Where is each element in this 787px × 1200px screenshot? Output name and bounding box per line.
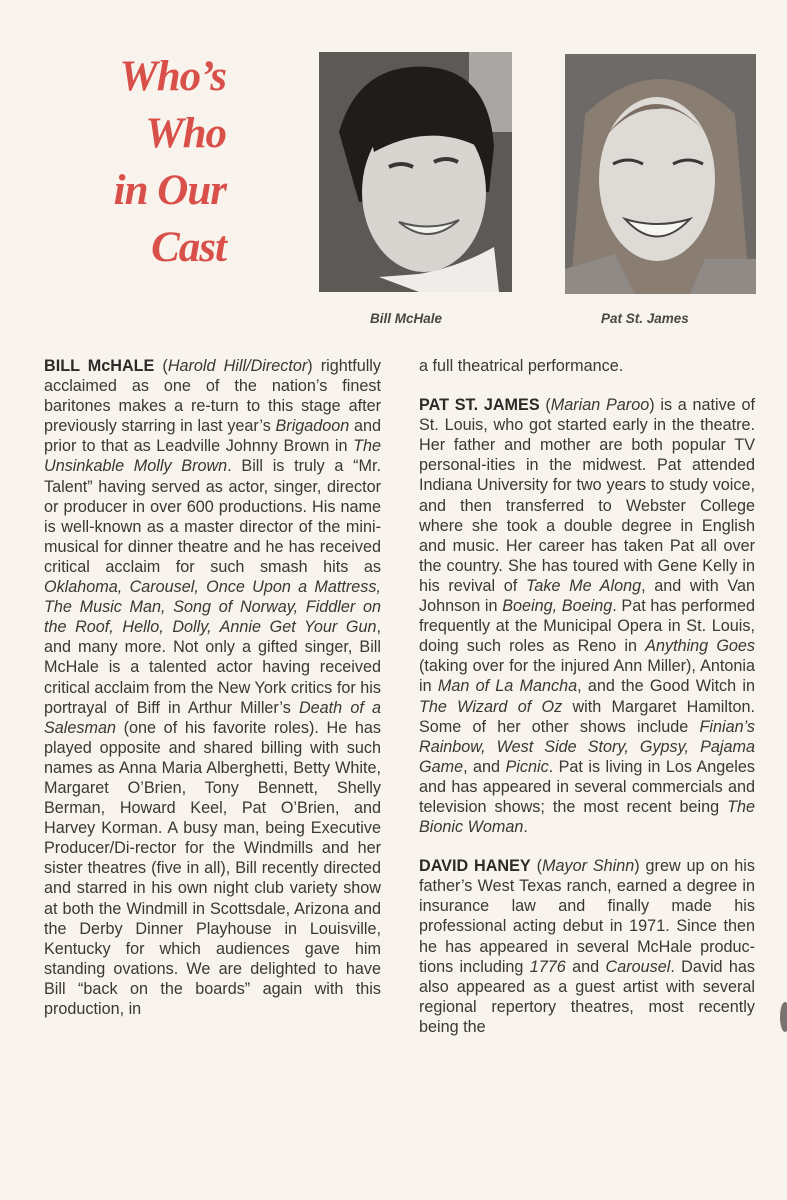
bio-text: . David has also appeared as a guest artist with several regional repertory theatres, most recently being the	[419, 957, 755, 1036]
bio-text: , and the Good Witch in	[577, 677, 755, 696]
bio-text: with Margaret Hamilton. Some of her other shows include	[419, 697, 755, 736]
bill-mchale-photo	[319, 52, 512, 292]
left-column	[44, 356, 381, 1019]
bio-text: , and with Van Johnson in	[419, 576, 755, 616]
bio-text: .	[523, 818, 528, 837]
bio-david-haney: DAVID HANEY (Mayor Shinn) grew up on his father’s West Texas ranch, earned a degree in insurance law and finally made his professional acting debut in 1971. Since then he has appeared in several McHale produc-tions including 1776 and Carousel. David has also appeared as a guest artist with several regional repertory theatres, most recently being the	[419, 857, 755, 1036]
bio-bill-mchale-continued: a full theatrical performance.	[419, 357, 624, 375]
title-line: Cast	[151, 224, 226, 271]
bio-text: . Bill is truly a “Mr. Talent” having served as actor, singer, director or producer in over 600 productions. His name is well-known as a master director of the mini-musical for dinner theatre and he has received critical acclaim for such smash hits as	[44, 457, 381, 576]
show-title: Oklahoma, Carousel, Once Upon a Mattress, The Music Man, Song of Norway, Fiddler on the Roof, Hello, Dolly, Annie Get Your Gun	[44, 578, 381, 637]
show-title: The Wizard of Oz	[419, 697, 563, 716]
bio-text: rightfully acclaimed as one of the nation’s finest baritones makes a re-turn to this stage after previously starring in last year’s	[44, 357, 381, 436]
photo-caption-bill: Bill McHale	[370, 311, 443, 326]
page-title	[86, 48, 226, 276]
bio-role: Harold Hill/Director	[167, 357, 308, 375]
page-edge-mark	[780, 1002, 787, 1032]
title-line: Who’s	[119, 53, 226, 100]
bio-text: . Pat has performed frequently at the Municipal Opera in St. Louis, doing such roles as Reno in	[419, 597, 755, 656]
photo-caption-pat: Pat St. James	[601, 311, 689, 326]
pat-st-james-photo	[565, 54, 756, 294]
bio-text: , and many more. Not only a gifted singer, Bill McHale is a talented actor having received critical acclaim from the New York critics for his portrayal of Biff in Arthur Miller’s	[44, 618, 381, 717]
bio-name: PAT ST. JAMES	[419, 396, 540, 415]
bio-text: (taking over for the injured Ann Miller), Antonia in	[419, 657, 755, 696]
show-title: 1776	[529, 957, 566, 976]
bio-text: (one of his favorite roles). He has played opposite and shared billing with such names as Anna Maria Alberghetti, Betty White, Margaret O’Brien, Tony Bennett, Shelly Berman, Howard Keel, Pat O’Brien, and Harvey Korman. A busy man, being Executive Producer/Di-rector for the Windmills and her sister theatres (five in all), Bill recently directed and starred in his own night club variety show at both the Windmill in Scottsdale, Arizona and the Derby Dinner Playhouse in Louisville, Kentucky for which audiences gave him standing ovations. We are delighted to have Bill “back on the boards” again with this production, in	[44, 718, 381, 1018]
bio-role: Mayor Shinn	[542, 857, 635, 876]
right-column	[419, 356, 755, 1037]
bio-text: and prior to that as Leadville Johnny Brown in	[44, 417, 381, 456]
bio-bill-mchale: BILL McHALE (Harold Hill/Director) rightfully acclaimed as one of the nation’s finest baritones makes a re-turn to this stage after previously starring in last year’s Brigadoon and prior to that as Leadville Johnny Brown in The Unsinkable Molly Brown. Bill is truly a “Mr. Talent” having served as actor, singer, director or producer in over 600 productions. His name is well-known as a master director of the mini-musical for dinner theatre and he has received critical acclaim for such smash hits as Oklahoma, Carousel, Once Upon a Mattress, The Music Man, Song of Norway, Fiddler on the Roof, Hello, Dolly, Annie Get Your Gun, and many more. Not only a gifted singer, Bill McHale is a talented actor having received critical acclaim from the New York critics for his portrayal of Biff in Arthur Miller’s Death of a Salesman (one of his favorite roles). He has played opposite and shared billing with such names as Anna Maria Alberghetti, Betty White, Margaret O’Brien, Tony Bennett, Shelly Berman, Howard Keel, Pat O’Brien, and Harvey Korman. A busy man, being Executive Producer/Di-rector for the Windmills and her sister theatres (five in all), Bill recently directed and starred in his own night club variety show at both the Windmill in Scottsdale, Arizona and the Derby Dinner Playhouse in Louisville, Kentucky for which audiences gave him standing ovations. We are delighted to have Bill “back on the boards” again with this production, in	[44, 357, 381, 1018]
show-title: Picnic	[505, 757, 549, 776]
show-title: The Bionic Woman	[419, 797, 755, 837]
title-line: Who	[145, 110, 226, 157]
show-title: Carousel	[605, 957, 671, 976]
bio-text: , and	[463, 757, 506, 776]
bio-role: Marian Paroo	[550, 396, 650, 415]
title-line: in Our	[113, 167, 226, 214]
bio-text: is a native of St. Louis, who got started early in the theatre. Her father and mother are both popular TV personal-ities in the midwest. Pat attended Indiana University for two years to study voice, and then transferred to Webster College where she took a double degree in English and music. Her career has taken Pat all over the country. She has toured with Gene Kelly in his revival of	[419, 396, 755, 595]
show-title: Death of a Salesman	[44, 698, 381, 737]
bio-pat-st-james: PAT ST. JAMES (Marian Paroo) is a native of St. Louis, who got started early in the theatre. Her father and mother are both popular TV personal-ities in the midwest. Pat attended Indiana University for two years to study voice, and then transferred to Webster College where she took a double degree in English and music. Her career has taken Pat all over the country. She has toured with Gene Kelly in his revival of Take Me Along, and with Van Johnson in Boeing, Boeing. Pat has performed frequently at the Municipal Opera in St. Louis, doing such roles as Reno in Anything Goes (taking over for the injured Ann Miller), Antonia in Man of La Mancha, and the Good Witch in The Wizard of Oz with Margaret Hamilton. Some of her other shows include Finian’s Rainbow, West Side Story, Gypsy, Pajama Game, and Picnic. Pat is living in Los Angeles and has appeared in several commercials and television shows; the most recent being The Bionic Woman.	[419, 396, 756, 837]
bio-text: grew up on his father’s West Texas ranch, earned a degree in insurance law and finally made his professional acting debut in 1971. Since then he has appeared in several McHale produc-tions including	[419, 857, 755, 976]
show-title: Finian’s Rainbow, West Side Story, Gypsy, Pajama Game	[419, 717, 755, 776]
bio-text: . Pat is living in Los Angeles and has appeared in several commercials and television shows; the most recent being	[419, 757, 755, 816]
show-title: The Unsinkable Molly Brown	[44, 437, 381, 476]
show-title: Brigadoon	[275, 417, 350, 436]
show-title: Take Me Along	[525, 576, 642, 595]
show-title: Anything Goes	[645, 637, 756, 656]
bio-text: and	[565, 957, 606, 976]
bio-name: BILL McHALE	[44, 357, 155, 375]
show-title: Boeing, Boeing	[502, 597, 613, 616]
bio-name: DAVID HANEY	[419, 857, 531, 876]
show-title: Man of La Mancha	[437, 677, 578, 696]
